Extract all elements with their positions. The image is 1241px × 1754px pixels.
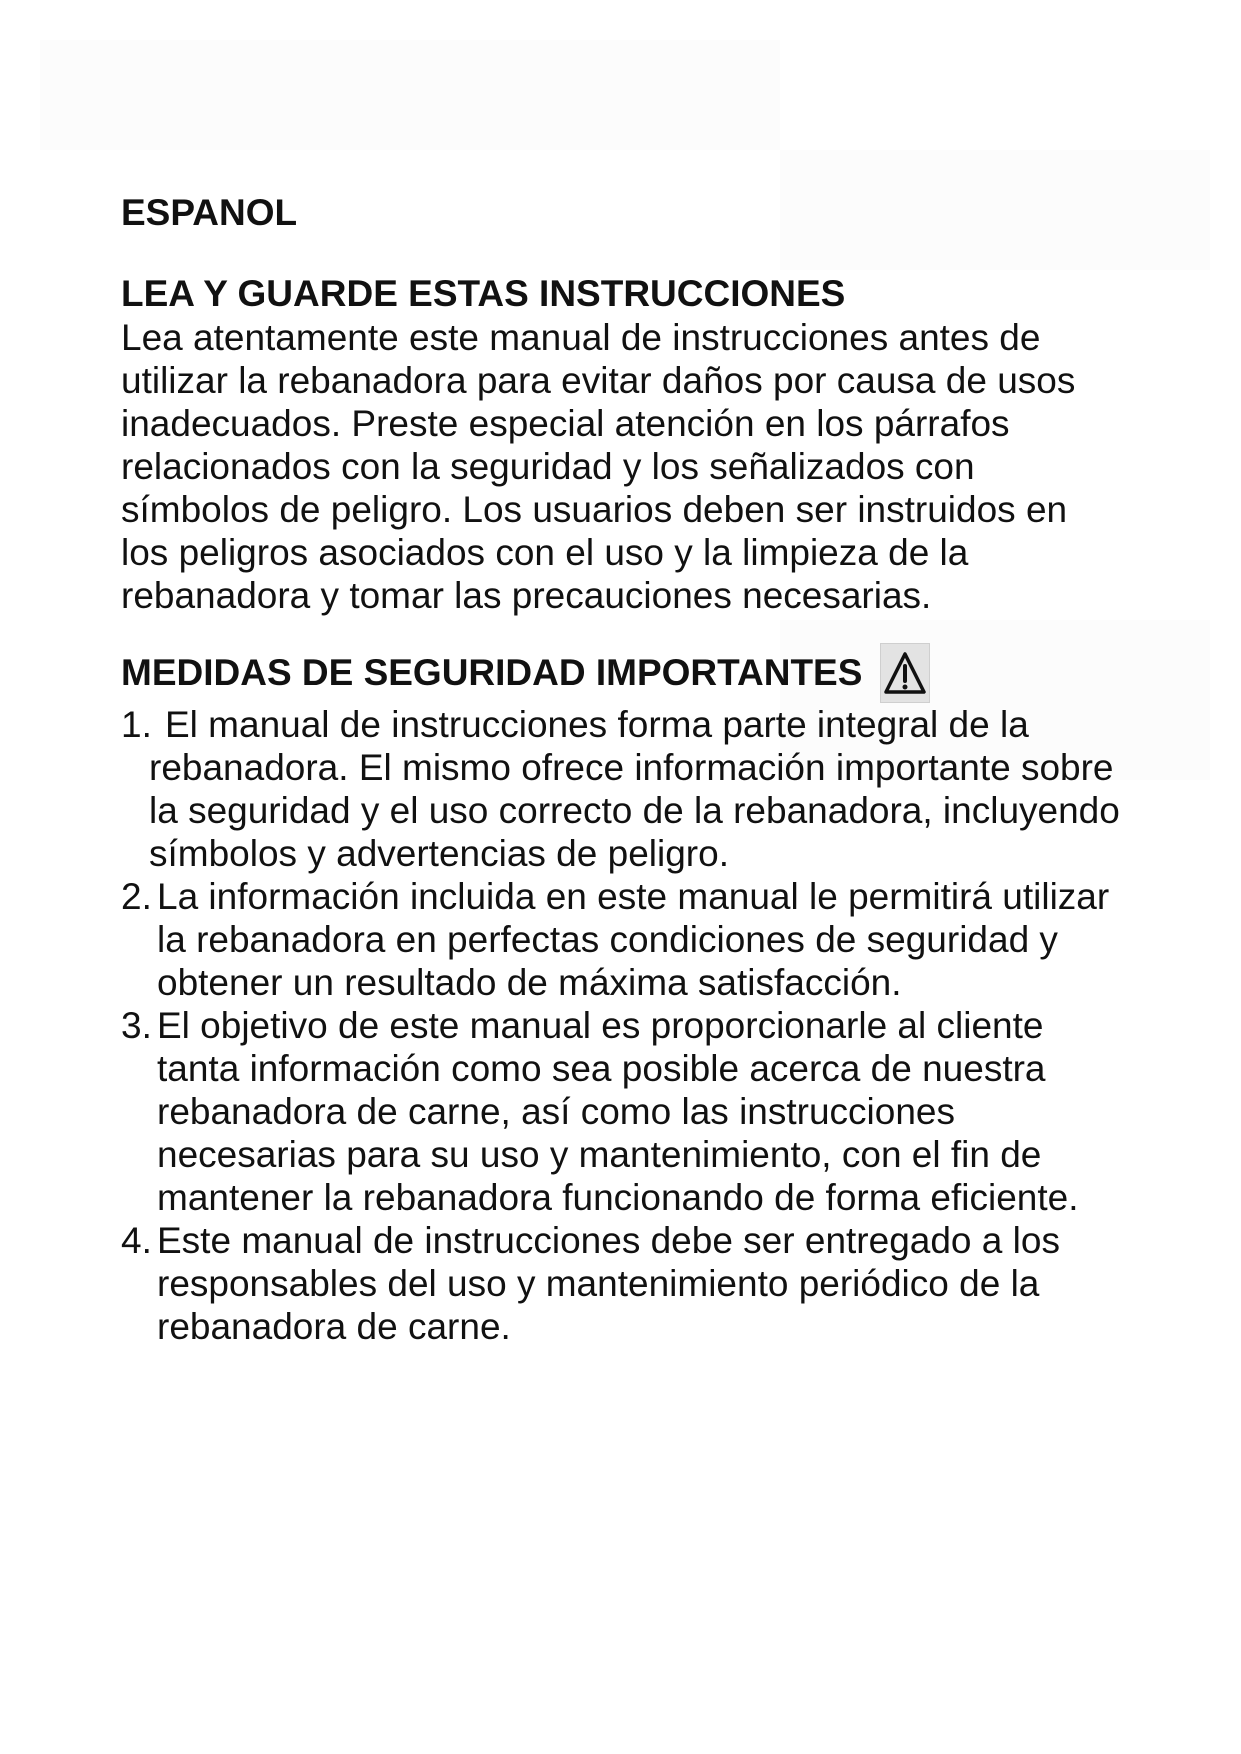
item-number: 1.	[121, 704, 152, 745]
item-number: 3.	[121, 1005, 152, 1046]
item-number: 4.	[121, 1220, 152, 1261]
item-text: El objetivo de este manual es proporcionarle al cliente tanta información como sea posible acerca de nuestra rebanadora de carne, así como las instrucciones necesarias para su uso y mantenimiento, con el fin de mantener la rebanadora funcionando de forma eficiente.	[157, 1005, 1079, 1218]
intro-title: LEA Y GUARDE ESTAS INSTRUCCIONES	[121, 273, 846, 314]
item-number: 2.	[121, 876, 152, 917]
document-content	[121, 190, 1131, 1348]
safety-list	[121, 703, 1131, 1348]
item-text: La información incluida en este manual le permitirá utilizar la rebanadora en perfectas condiciones de seguridad y obtener un resultado de máxima satisfacción.	[157, 876, 1110, 1003]
item-text: rebanadora. El mismo ofrece información importante sobre la seguridad y el uso correcto de la rebanadora, incluyendo símbolos y advertencias de peligro.	[149, 747, 1120, 874]
list-item	[121, 1004, 1131, 1219]
scan-shadow	[40, 40, 780, 150]
intro-paragraph: Lea atentamente este manual de instrucciones antes de utilizar la rebanadora para evitar daños por causa de usos inadecuados. Preste especial atención en los párrafos relacionados con la seguridad y los señalizados con símbolos de peligro. Los usuarios deben ser instruidos en los peligros asociados con el uso y la limpieza de la rebanadora y tomar las precauciones necesarias.	[121, 317, 1076, 616]
safety-title: MEDIDAS DE SEGURIDAD IMPORTANTES	[121, 652, 863, 693]
item-text: Este manual de instrucciones debe ser entregado a los responsables del uso y mantenimiento periódico de la rebanadora de carne.	[157, 1220, 1060, 1347]
list-item	[121, 875, 1131, 1004]
item-first-line: El manual de instrucciones forma parte integral de la	[165, 704, 1029, 745]
language-heading: ESPANOL	[121, 192, 298, 233]
list-item	[121, 1219, 1131, 1348]
list-item	[121, 703, 1131, 875]
warning-triangle-icon	[880, 643, 930, 703]
safety-heading-row	[121, 643, 1131, 703]
